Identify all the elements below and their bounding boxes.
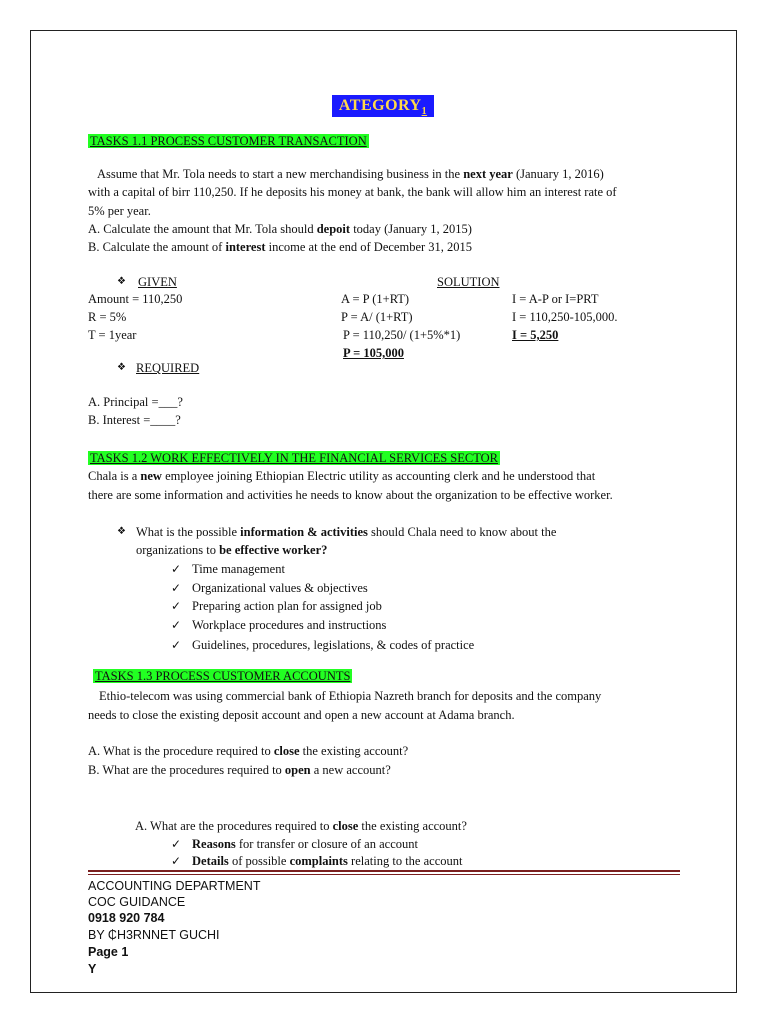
- checkmark-icon: ✓: [171, 581, 182, 595]
- list-item: Guidelines, procedures, legislations, & codes of practice: [192, 638, 475, 652]
- list-item: Workplace procedures and instructions: [192, 618, 387, 632]
- interest-result: I = 5,250: [512, 328, 559, 342]
- footer-department: ACCOUNTING DEPARTMENT: [88, 879, 261, 893]
- diamond-bullet-icon: ❖: [117, 362, 126, 373]
- answer-item: Details of possible complaints relating to the account: [192, 854, 463, 868]
- footer-y: Y: [88, 962, 97, 976]
- footer-guidance: COC GUIDANCE: [88, 895, 186, 909]
- footer-divider-thin: [88, 874, 680, 875]
- task2-question-line2: organizations to be effective worker?: [136, 543, 328, 557]
- required-label: REQUIRED: [136, 361, 200, 375]
- footer-phone: 0918 920 784: [88, 911, 165, 925]
- given-time: T = 1year: [88, 328, 137, 342]
- checkmark-icon: ✓: [171, 638, 182, 652]
- task1-para-line1: Assume that Mr. Tola needs to start a new merchandising business in the next year (January 1, 2016): [97, 167, 604, 181]
- task1-question-a: A. Calculate the amount that Mr. Tola should depoit today (January 1, 2015): [88, 222, 472, 236]
- task3-question-a: A. What is the procedure required to close the existing account?: [88, 744, 409, 758]
- task3-answer-question: A. What are the procedures required to close the existing account?: [135, 819, 467, 833]
- solution-result: P = 105,000: [343, 346, 404, 360]
- task2-heading: TASKS 1.2 WORK EFFECTIVELY IN THE FINANCIAL SERVICES SECTOR: [90, 451, 498, 465]
- task2-para-line2: there are some information and activities he needs to know about the organization to be effective worker.: [88, 488, 613, 502]
- footer-page-number: Page 1: [88, 945, 129, 959]
- given-rate: R = 5%: [88, 310, 127, 324]
- task1-para-line3: 5% per year.: [88, 204, 151, 218]
- task2-para-line1: Chala is a new employee joining Ethiopian Electric utility as accounting clerk and he understood that: [88, 469, 596, 483]
- checkmark-icon: ✓: [171, 618, 182, 632]
- task1-para-line2: with a capital of birr 110,250. If he deposits his money at bank, the bank will allow him an interest rate of: [88, 185, 617, 199]
- task3-para-line2: needs to close the existing deposit account and open a new account at Adama branch.: [88, 708, 515, 722]
- checkmark-icon: ✓: [171, 854, 182, 868]
- solution-line-3: P = 110,250/ (1+5%*1): [343, 328, 461, 342]
- solution-line-2: P = A/ (1+RT): [341, 310, 413, 324]
- interest-formula: I = A-P or I=PRT: [512, 292, 599, 306]
- list-item: Preparing action plan for assigned job: [192, 599, 382, 613]
- task3-para-line1: Ethio-telecom was using commercial bank of Ethiopia Nazreth branch for deposits and the company: [99, 689, 602, 703]
- task3-heading: TASKS 1.3 PROCESS CUSTOMER ACCOUNTS: [95, 669, 351, 683]
- task3-question-b: B. What are the procedures required to open a new account?: [88, 763, 391, 777]
- checkmark-icon: ✓: [171, 599, 182, 613]
- required-interest: B. Interest =____?: [88, 413, 181, 427]
- solution-label: SOLUTION: [437, 275, 500, 289]
- page-title: $ATEGORY_1$: [332, 95, 434, 117]
- solution-line-1: A = P (1+RT): [341, 292, 410, 306]
- task1-question-b: B. Calculate the amount of interest income at the end of December 31, 2015: [88, 240, 473, 254]
- answer-item: Reasons for transfer or closure of an account: [192, 837, 418, 851]
- given-label: GIVEN: [138, 275, 177, 289]
- checkmark-icon: ✓: [171, 837, 182, 851]
- interest-calc: I = 110,250-105,000.: [512, 310, 618, 324]
- task1-heading: TASKS 1.1 PROCESS CUSTOMER TRANSACTION: [90, 134, 367, 148]
- list-item: Time management: [192, 562, 285, 576]
- given-amount: Amount = 110,250: [88, 292, 183, 306]
- checkmark-icon: ✓: [171, 562, 182, 576]
- required-principal: A. Principal =___?: [88, 395, 183, 409]
- footer-author: BY ₵H3RNNET GUCHI: [88, 928, 220, 942]
- diamond-bullet-icon: ❖: [117, 276, 126, 287]
- diamond-bullet-icon: ❖: [117, 526, 126, 537]
- footer-divider: [88, 870, 680, 872]
- list-item: Organizational values & objectives: [192, 581, 368, 595]
- task2-question-line1: What is the possible information & activities should Chala need to know about the: [136, 525, 557, 539]
